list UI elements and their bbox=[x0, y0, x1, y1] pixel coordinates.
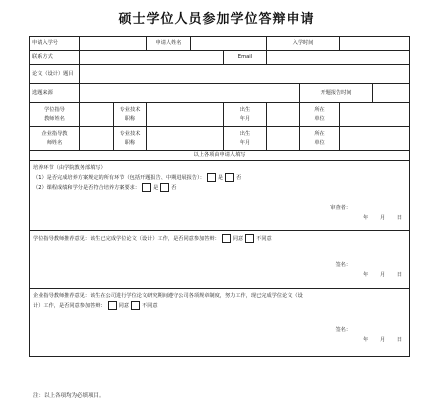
field-teacher-title[interactable] bbox=[147, 103, 224, 127]
field-ent-teacher-birth[interactable] bbox=[267, 127, 300, 151]
label-ent-teacher-birth: 出生 年月 bbox=[224, 127, 267, 151]
training-q1: （1）是否完成培养方案规定的所有环节（包括开题报告、中期进展报告）： 是 否 bbox=[33, 175, 242, 181]
field-ent-teacher-title[interactable] bbox=[147, 127, 224, 151]
advisor-text: 学位指导教师推荐意见：该生已完成学位论文（设计）工作，是否同意参加答辩： 同意 不同意 bbox=[33, 236, 272, 242]
field-teacher-name[interactable] bbox=[80, 103, 114, 127]
field-enroll-no[interactable] bbox=[80, 37, 147, 51]
row-thesis-title bbox=[30, 65, 410, 84]
label-teacher-birth: 出生 年月 bbox=[224, 103, 267, 127]
enterprise-text-1: 企业指导教师推荐意见：该生在公司进行学位论文研究期间遵守公司各项规章制度，努力工作，现已完成学位论文（设 bbox=[33, 293, 303, 299]
advisor-signer: 签名： bbox=[335, 262, 352, 268]
training-section bbox=[30, 161, 410, 231]
enterprise-date: 年 月 日 bbox=[363, 337, 403, 343]
field-contact[interactable] bbox=[80, 51, 224, 65]
row-enrollment bbox=[30, 37, 410, 51]
section-enterprise bbox=[30, 289, 410, 357]
label-contact: 联系方式 bbox=[30, 51, 80, 65]
advisor-section bbox=[30, 231, 410, 289]
label-applicant-name: 申请人姓名 bbox=[147, 37, 191, 51]
field-topic-source[interactable] bbox=[80, 84, 300, 103]
label-topic-source: 选题来源 bbox=[30, 84, 80, 103]
field-proposal-time[interactable] bbox=[373, 84, 410, 103]
field-enroll-time[interactable] bbox=[340, 37, 410, 51]
row-teacher bbox=[30, 103, 410, 127]
advisor-disagree-checkbox[interactable] bbox=[245, 234, 254, 243]
field-teacher-unit[interactable] bbox=[340, 103, 410, 127]
label-teacher-name: 学位指导 教师姓名 bbox=[30, 103, 80, 127]
row-applicant-note bbox=[30, 151, 410, 161]
training-date: 年 月 日 bbox=[363, 215, 403, 221]
label-email: Email bbox=[224, 51, 267, 65]
advisor-agree-checkbox[interactable] bbox=[222, 234, 231, 243]
field-email[interactable] bbox=[267, 51, 410, 65]
row-contact bbox=[30, 51, 410, 65]
enterprise-section bbox=[30, 289, 410, 357]
enterprise-agree-checkbox[interactable] bbox=[108, 301, 117, 310]
field-teacher-birth[interactable] bbox=[267, 103, 300, 127]
training-signer: 审查者： bbox=[330, 205, 352, 211]
label-proposal-time: 开题报告时间 bbox=[300, 84, 373, 103]
section-advisor bbox=[30, 231, 410, 289]
label-ent-teacher-unit: 所在 单位 bbox=[300, 127, 340, 151]
label-enroll-no: 申请入学号 bbox=[30, 37, 80, 51]
label-thesis-title: 论文（设计）题目 bbox=[30, 65, 80, 84]
field-thesis-title[interactable] bbox=[80, 65, 410, 84]
label-enroll-time: 入学时间 bbox=[267, 37, 340, 51]
field-ent-teacher-name[interactable] bbox=[80, 127, 114, 151]
row-enterprise-teacher bbox=[30, 127, 410, 151]
field-applicant-name[interactable] bbox=[191, 37, 267, 51]
q2-yes-checkbox[interactable] bbox=[142, 183, 151, 192]
row-topic-source bbox=[30, 84, 410, 103]
enterprise-disagree-checkbox[interactable] bbox=[131, 301, 140, 310]
enterprise-signer: 签名： bbox=[335, 327, 352, 333]
field-ent-teacher-unit[interactable] bbox=[340, 127, 410, 151]
q1-yes-checkbox[interactable] bbox=[207, 173, 216, 182]
page-title: 硕士学位人员参加学位答辩申请 bbox=[118, 12, 315, 27]
q1-no-checkbox[interactable] bbox=[225, 173, 234, 182]
q2-no-checkbox[interactable] bbox=[160, 183, 169, 192]
label-ent-teacher-name: 企业指导教 师姓名 bbox=[30, 127, 80, 151]
application-form-table bbox=[29, 36, 410, 357]
label-teacher-unit: 所在 单位 bbox=[300, 103, 340, 127]
training-heading: 培养环节（由学院教务部填写） bbox=[33, 165, 106, 171]
enterprise-text-2: 计）工作，是否同意参加答辩： 同意 不同意 bbox=[33, 303, 158, 309]
section-training bbox=[30, 161, 410, 231]
applicant-note: 以上各项由申请人填写 bbox=[30, 151, 410, 161]
advisor-date: 年 月 日 bbox=[363, 272, 403, 278]
label-ent-teacher-title: 专业技术 职称 bbox=[114, 127, 147, 151]
training-q2: （2）课程成绩和学分是否符合培养方案要求： 是 否 bbox=[33, 185, 177, 191]
label-teacher-title: 专业技术 职称 bbox=[114, 103, 147, 127]
footer-note: 注：以上各项均为必填项目。 bbox=[33, 393, 105, 399]
